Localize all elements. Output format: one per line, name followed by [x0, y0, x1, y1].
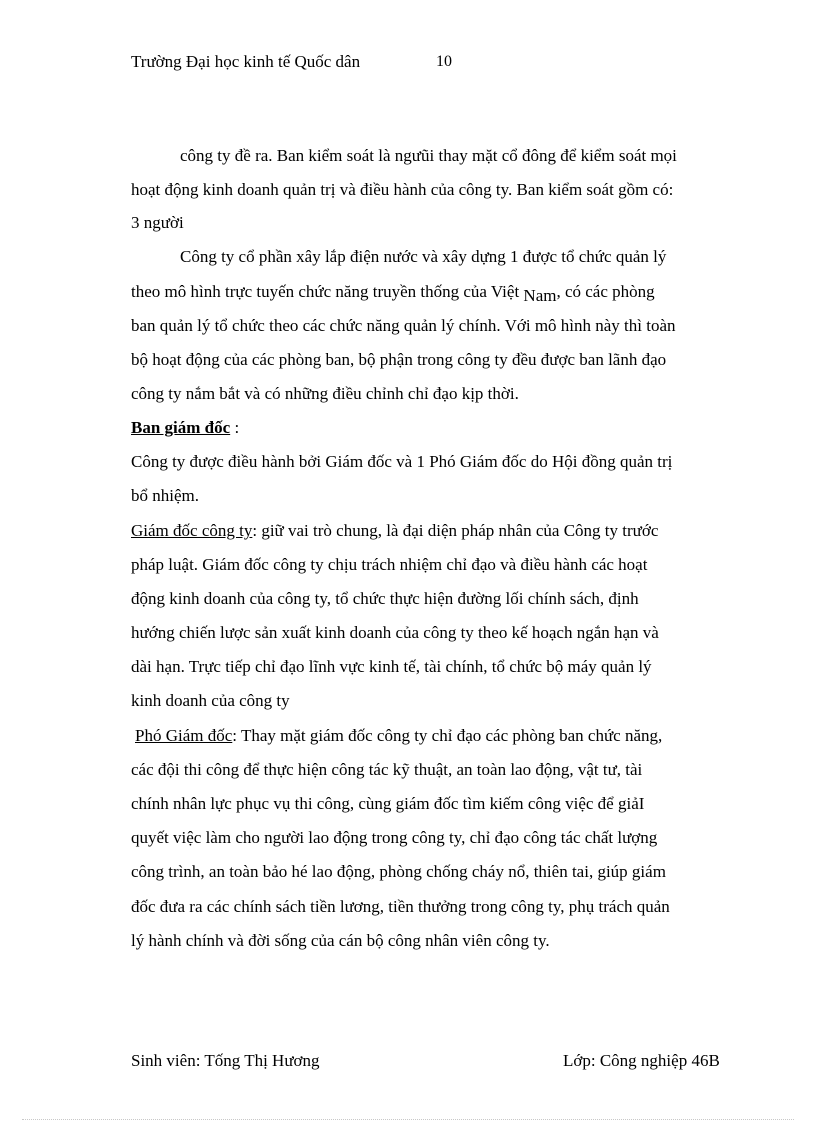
text-line: Giám đốc công ty: giữ vai trò chung, là đại diện pháp nhân của Công ty trước [131, 521, 659, 540]
footer-student: Sinh viên: Tống Thị Hương [131, 1051, 320, 1070]
text-line: lý hành chính và đời sống của cán bộ công nhân viên công ty. [131, 931, 550, 950]
text-line: hướng chiến lược sản xuất kinh doanh của công ty theo kế hoạch ngắn hạn và [131, 623, 659, 642]
page-number: 10 [436, 53, 452, 70]
text-line: quyết việc làm cho người lao động trong công ty, chỉ đạo công tác chất lượng [131, 828, 658, 847]
text-line: pháp luật. Giám đốc công ty chịu trách nhiệm chỉ đạo và điều hành các hoạt [131, 555, 648, 574]
text-line: công ty nắm bắt và có những điều chỉnh chỉ đạo kịp thời. [131, 384, 519, 403]
text-line: động kinh doanh của công ty, tổ chức thực hiện đường lối chính sách, định [131, 589, 639, 608]
text-line: ban quản lý tổ chức theo các chức năng quản lý chính. Với mô hình này thì toàn [131, 316, 676, 335]
text-line: theo mô hình trực tuyến chức năng truyền thống của Việt Nam, có các phòng [131, 282, 655, 305]
subheading-giam-doc: Giám đốc công ty [131, 521, 253, 540]
text-line: các đội thi công để thực hiện công tác kỹ thuật, an toàn lao động, vật tư, tài [131, 760, 643, 779]
page-bottom-divider [22, 1119, 794, 1120]
section-heading-ban-giam-doc: Ban giám đốc : [131, 418, 240, 437]
footer-class: Lớp: Công nghiệp 46B [563, 1051, 720, 1070]
header-school: Trường Đại học kinh tế Quốc dân [131, 52, 361, 71]
text-line: Công ty được điều hành bởi Giám đốc và 1 Phó Giám đốc do Hội đồng quản trị [131, 452, 673, 471]
text-line: chính nhân lực phục vụ thi công, cùng giám đốc tìm kiếm công việc để giảI [131, 794, 645, 813]
text-line: 3 người [131, 213, 184, 232]
text-line: bộ hoạt động của các phòng ban, bộ phận trong công ty đều được ban lãnh đạo [131, 350, 667, 369]
text-line: bổ nhiệm. [131, 486, 199, 505]
text-line: Phó Giám đốc: Thay mặt giám đốc công ty chỉ đạo các phòng ban chức năng, [135, 726, 663, 745]
subheading-pho-giam-doc: Phó Giám đốc [135, 726, 233, 745]
text-line: dài hạn. Trực tiếp chỉ đạo lĩnh vực kinh tế, tài chính, tổ chức bộ máy quản lý [131, 657, 652, 676]
text-line: hoạt động kinh doanh quản trị và điều hành của công ty. Ban kiểm soát gồm có: [131, 180, 674, 199]
text-line: đốc đưa ra các chính sách tiền lương, tiền thưởng trong công ty, phụ trách quản [131, 897, 670, 916]
text-line: công trình, an toàn bảo hé lao động, phòng chống cháy nổ, thiên tai, giúp giám [131, 862, 666, 881]
text-line: công ty đề ra. Ban kiểm soát là ngưũi thay mặt cổ đông để kiểm soát mọi [180, 146, 677, 165]
text-line: kinh doanh của công ty [131, 691, 290, 710]
text-line: Công ty cổ phần xây lắp điện nước và xây dựng 1 được tổ chức quản lý [180, 247, 667, 266]
